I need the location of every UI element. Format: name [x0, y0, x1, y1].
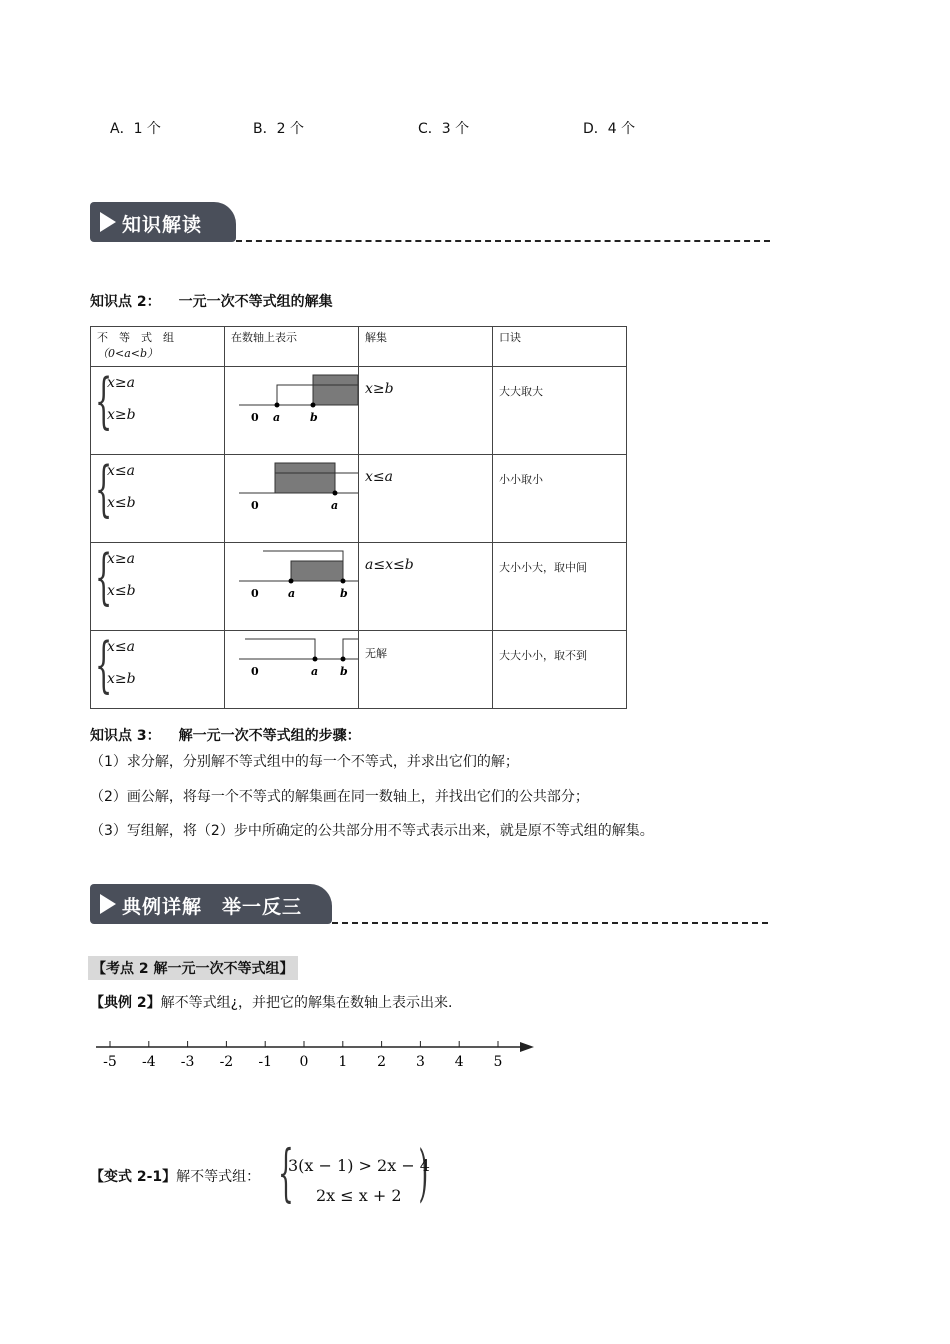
- step-3: （3）写组解，将（2）步中所确定的公共部分用不等式表示出来，就是原不等式组的解集。: [90, 823, 654, 839]
- section-tag: 【考点 2 解一元一次不等式组】: [88, 956, 298, 980]
- kp2-heading: 知识点 2： 一元一次不等式组的解集: [90, 294, 333, 310]
- svg-text:b: b: [340, 587, 348, 600]
- tick-label: -4: [141, 1054, 156, 1070]
- svg-text:0: 0: [251, 411, 259, 424]
- play-icon: [100, 212, 116, 232]
- dashed-divider: [236, 240, 770, 242]
- number-line-diagram: [225, 543, 358, 627]
- variant-2-1: 【变式 2-1】解不等式组：: [90, 1169, 261, 1185]
- number-line-diagram: [225, 631, 358, 705]
- number-line-diagram: [225, 455, 358, 539]
- tick-label: -3: [180, 1054, 195, 1070]
- tick-label: -2: [219, 1054, 234, 1070]
- banner-knowledge: 知识解读: [90, 202, 236, 242]
- header-rule: 口诀: [493, 327, 627, 367]
- svg-text:a: a: [288, 587, 296, 600]
- svg-text:0: 0: [251, 587, 259, 600]
- svg-text:b: b: [340, 665, 348, 678]
- tick-label: 1: [338, 1054, 348, 1070]
- svg-text:0: 0: [251, 665, 259, 678]
- table-row: { x≥a x≤b 0 a b a≤x≤b 大小小大，取中间: [91, 543, 627, 631]
- play-icon: [100, 894, 116, 914]
- header-solution: 解集: [359, 327, 493, 367]
- tick-label: 4: [454, 1054, 464, 1070]
- number-line-diagram: [225, 367, 358, 451]
- table-row: { x≥a x≥b 0 a b x≥b 大大取大: [91, 367, 627, 455]
- step-2: （2）画公解，将每一个不等式的解集画在同一数轴上，并找出它们的公共部分；: [90, 789, 589, 805]
- svg-text:a: a: [273, 411, 281, 424]
- svg-text:a: a: [331, 499, 339, 512]
- option-a: A．1 个: [110, 121, 161, 137]
- number-line: [90, 1034, 540, 1074]
- option-d: D．4 个: [583, 121, 636, 137]
- table-row: { x≤a x≥b 0 a b 无解 大大小小，取不到: [91, 631, 627, 709]
- option-b: B．2 个: [253, 121, 304, 137]
- svg-text:b: b: [310, 411, 318, 424]
- kp3-heading: 知识点 3： 解一元一次不等式组的步骤：: [90, 728, 361, 744]
- tick-label: -1: [258, 1054, 273, 1070]
- example-2: 【典例 2】解不等式组¿，并把它的解集在数轴上表示出来.: [90, 995, 453, 1011]
- solution-set-table: [90, 326, 627, 709]
- table-row: { x≤a x≤b 0 a x≤a 小小取小: [91, 455, 627, 543]
- tick-label: 0: [299, 1054, 309, 1070]
- banner-examples: 典例详解 举一反三: [90, 884, 332, 924]
- tick-label: 5: [493, 1054, 503, 1070]
- tick-label: 3: [415, 1054, 425, 1070]
- header-system: 不 等 式 组 （0<a<b）: [91, 327, 225, 367]
- arrow-icon: [520, 1042, 534, 1052]
- tick-label: -5: [103, 1054, 117, 1070]
- inequality-system: { ) 3(x − 1) > 2x − 4 2x ≤ x + 2: [278, 1136, 430, 1209]
- left-brace: {: [278, 1136, 294, 1209]
- svg-text:a: a: [311, 665, 319, 678]
- right-brace: ): [418, 1136, 428, 1209]
- svg-text:0: 0: [251, 499, 259, 512]
- tick-label: 2: [377, 1054, 387, 1070]
- dashed-divider: [332, 922, 768, 924]
- option-c: C．3 个: [418, 121, 470, 137]
- step-1: （1）求分解，分别解不等式组中的每一个不等式，并求出它们的解；: [90, 754, 519, 770]
- header-numberline: 在数轴上表示: [225, 327, 359, 367]
